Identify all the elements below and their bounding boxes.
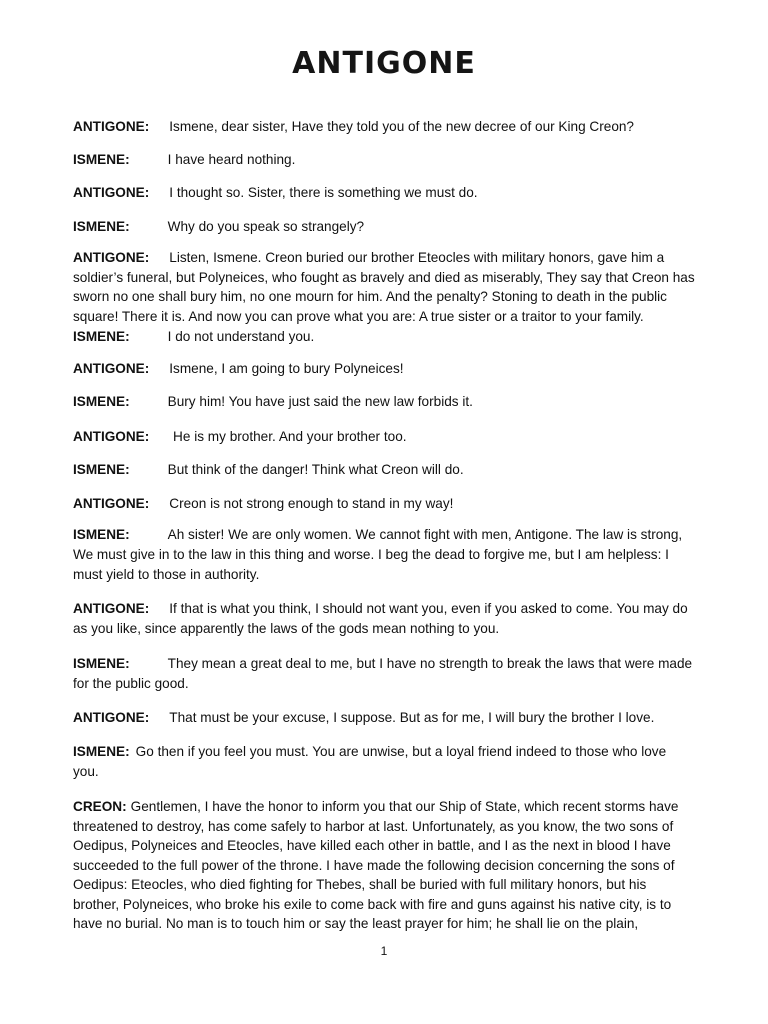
dialogue-line-continued	[73, 268, 695, 288]
dialogue-text: for the public good.	[73, 676, 189, 691]
dialogue-line-first	[73, 460, 464, 480]
dialogue-line-continued	[73, 895, 671, 915]
dialogue-line-continued	[73, 545, 669, 565]
speaker-name: ANTIGONE:	[73, 429, 150, 444]
dialogue-line-first	[73, 217, 364, 237]
speaker-name: ISMENE:	[73, 744, 130, 759]
dialogue-text: Oedipus, Polyneices and Eteocles, have killed each other in battle, and I as the next in blood I have	[73, 838, 671, 853]
dialogue-text: brother, Polyneices, who broke his exile to come back with fire and guns against his native city, is to	[73, 897, 672, 912]
dialogue-line-first	[73, 327, 314, 347]
dialogue-text: must yield to those in authority.	[73, 567, 260, 582]
dialogue-text: Ah sister! We are only women. We cannot fight with men, Antigone. The law is strong,	[167, 527, 683, 542]
dialogue-line-first	[73, 742, 666, 762]
dialogue-text: Ismene, dear sister, Have they told you of the new decree of our King Creon?	[169, 119, 634, 134]
dialogue-line-first	[73, 150, 295, 170]
dialogue-text: I thought so. Sister, there is something we must do.	[169, 185, 478, 200]
speaker-name: ANTIGONE:	[73, 361, 150, 376]
dialogue-line-continued	[73, 619, 499, 639]
dialogue-text: Gentlemen, I have the honor to inform you that our Ship of State, which recent storms have	[130, 799, 679, 814]
speaker-name: ANTIGONE:	[73, 601, 150, 616]
dialogue-text: square! There it is. And now you can prove what you are: A true sister or a traitor to your family.	[73, 309, 644, 324]
dialogue-text: Bury him! You have just said the new law forbids it.	[167, 394, 473, 409]
speaker-name: ISMENE:	[73, 219, 130, 234]
speaker-name: ISMENE:	[73, 394, 130, 409]
dialogue-line-first	[73, 117, 634, 137]
dialogue-text: But think of the danger! Think what Creon will do.	[167, 462, 464, 477]
dialogue-line-first	[73, 797, 678, 817]
dialogue-line-continued	[73, 674, 189, 694]
dialogue-text: succeeded to the full power of the throne. I have made the following decision concerning the sons of	[73, 858, 675, 873]
dialogue-text: have no burial. No man is to touch him or say the least prayer for him; he shall lie on the plain,	[73, 916, 639, 931]
speaker-name: ISMENE:	[73, 656, 130, 671]
dialogue-line-continued	[73, 914, 638, 934]
dialogue-text: That must be your excuse, I suppose. But as for me, I will bury the brother I love.	[169, 710, 655, 725]
dialogue-line-first	[73, 248, 664, 268]
dialogue-text: Creon is not strong enough to stand in my way!	[169, 496, 454, 511]
speaker-name: ANTIGONE:	[73, 250, 150, 265]
dialogue-text: soldier’s funeral, but Polyneices, who fought as bravely and died as miserably, They say that Creon has	[73, 270, 695, 285]
dialogue-line-continued	[73, 856, 675, 876]
dialogue-line-continued	[73, 307, 644, 327]
dialogue-text: Listen, Ismene. Creon buried our brother Eteocles with military honors, gave him a	[169, 250, 665, 265]
dialogue-text: We must give in to the law in this thing and worse. I beg the dead to forgive me, but I am helpless: I	[73, 547, 669, 562]
speaker-name: ISMENE:	[73, 152, 130, 167]
dialogue-text: Oedipus: Eteocles, who died fighting for Thebes, shall be buried with full military honors, but his	[73, 877, 647, 892]
dialogue-line-continued	[73, 762, 99, 782]
dialogue-text: sworn no one shall bury him, no one mourn for him. And the penalty? Stoning to death in the public	[73, 289, 667, 304]
dialogue-text: as you like, since apparently the laws of the gods mean nothing to you.	[73, 621, 500, 636]
speaker-name: ISMENE:	[73, 527, 130, 542]
dialogue-text: you.	[73, 764, 99, 779]
dialogue-text: threatened to destroy, has come safely to harbor at last. Unfortunately, as you know, the two sons of	[73, 819, 674, 834]
dialogue-line-continued	[73, 817, 673, 837]
dialogue-line-first	[73, 359, 404, 379]
speaker-name: ISMENE:	[73, 329, 130, 344]
page-number: 1	[380, 944, 388, 958]
page-title: ANTIGONE	[292, 46, 476, 81]
speaker-name: ANTIGONE:	[73, 185, 150, 200]
dialogue-line-continued	[73, 875, 646, 895]
dialogue-line-first	[73, 494, 453, 514]
dialogue-text: I have heard nothing.	[167, 152, 296, 167]
dialogue-line-first	[73, 525, 682, 545]
dialogue-line-continued	[73, 836, 671, 856]
speaker-name: ANTIGONE:	[73, 119, 150, 134]
dialogue-line-continued	[73, 565, 259, 585]
dialogue-text: Why do you speak so strangely?	[167, 219, 365, 234]
dialogue-text: They mean a great deal to me, but I have no strength to break the laws that were made	[167, 656, 693, 671]
dialogue-text: He is my brother. And your brother too.	[169, 429, 407, 444]
speaker-name: ISMENE:	[73, 462, 130, 477]
dialogue-line-first	[73, 427, 407, 447]
dialogue-line-continued	[73, 287, 667, 307]
dialogue-line-first	[73, 183, 478, 203]
dialogue-text: I do not understand you.	[167, 329, 315, 344]
speaker-name: CREON:	[73, 799, 127, 814]
speaker-name: ANTIGONE:	[73, 496, 150, 511]
dialogue-line-first	[73, 654, 692, 674]
dialogue-text: If that is what you think, I should not want you, even if you asked to come. You may do	[169, 601, 688, 616]
dialogue-line-first	[73, 708, 654, 728]
dialogue-line-first	[73, 599, 688, 619]
dialogue-text: Go then if you feel you must. You are unwise, but a loyal friend indeed to those who love	[135, 744, 667, 759]
dialogue-line-first	[73, 392, 473, 412]
speaker-name: ANTIGONE:	[73, 710, 150, 725]
dialogue-text: Ismene, I am going to bury Polyneices!	[169, 361, 404, 376]
